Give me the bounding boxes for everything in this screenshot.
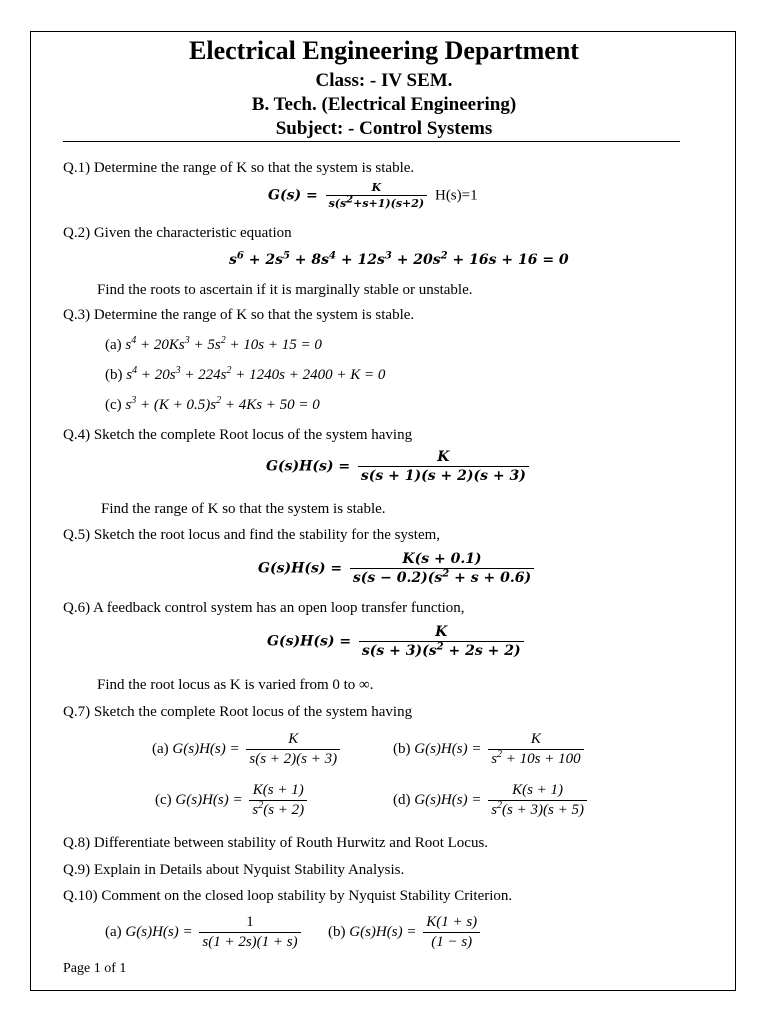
program-line: B. Tech. (Electrical Engineering): [251, 94, 517, 115]
class-line: Class: - IV SEM.: [315, 70, 453, 91]
header-rule: [63, 141, 680, 142]
question-6: Q.6) A feedback control system has an open loop transfer function,: [63, 600, 465, 616]
q7-part-a: (a) G(s)H(s) = $\frac{K}{s(s + 2)(s + 3)}$: [152, 731, 343, 768]
q2-followup: Find the roots to ascertain if it is marginally stable or unstable.: [97, 282, 473, 298]
q4-followup: Find the range of K so that the system is stable.: [101, 501, 386, 517]
q5-transfer-function: G(s)H(s) = $\frac{K(s + 0.1)}{s(s - 0.2)(s^2 + s + 0.6)}$: [258, 551, 537, 586]
question-7: Q.7) Sketch the complete Root locus of the system having: [63, 704, 413, 720]
q7-part-c: (c) G(s)H(s) = $\frac{K(s + 1)}{s^2(s + 2)}$: [155, 782, 310, 819]
question-9: Q.9) Explain in Details about Nyquist Stability Analysis.: [63, 862, 405, 878]
q7-part-d: (d) G(s)H(s) = $\frac{K(s + 1)}{s^2(s + 3)(s + 5)}$: [393, 782, 590, 819]
question-5: Q.5) Sketch the root locus and find the stability for the system,: [63, 527, 441, 543]
q6-transfer-function: G(s)H(s) = $\frac{K}{s(s + 3)(s^2 + 2s + 2)}$: [267, 624, 527, 659]
subject-line: Subject: - Control Systems: [275, 118, 493, 139]
q2-char-equation: $s^6 + 2s^5 + 8s^4 + 12s^3 + 20s^2 + 16s + 16 = 0$: [229, 250, 569, 268]
q4-transfer-function: G(s)H(s) = $\frac{K}{s(s + 1)(s + 2)(s + 3)}$: [266, 449, 532, 484]
question-2: Q.2) Given the characteristic equation: [63, 225, 292, 241]
question-4: Q.4) Sketch the complete Root locus of the system having: [63, 427, 413, 443]
q6-followup: Find the root locus as K is varied from 0 to ∞.: [97, 677, 374, 693]
q3-part-a: (a) $s^4 + 20Ks^3 + 5s^2 + 10s + 15 = 0$: [105, 335, 322, 353]
q7-part-b: (b) G(s)H(s) = $\frac{K}{s^2 + 10s + 100}$: [393, 731, 587, 768]
question-10: Q.10) Comment on the closed loop stability by Nyquist Stability Criterion.: [63, 888, 513, 904]
q10-part-b: (b) G(s)H(s) = $\frac{K(1 + s)}{(1 - s)}$: [328, 914, 483, 951]
page-number: Page 1 of 1: [63, 961, 127, 976]
q3-part-c: (c) $s^3 + (K + 0.5)s^2 + 4Ks + 50 = 0$: [105, 395, 320, 413]
question-8: Q.8) Differentiate between stability of Routh Hurwitz and Root Locus.: [63, 835, 489, 851]
department-title: Electrical Engineering Department: [189, 36, 579, 65]
q1-h-value: H(s)=1: [434, 187, 478, 204]
q10-part-a: (a) G(s)H(s) = $\frac{1}{s(1 + 2s)(1 + s)}$: [105, 914, 304, 951]
q3-part-b: (b) $s^4 + 20s^3 + 224s^2 + 1240s + 2400 + K = 0$: [105, 365, 386, 383]
q1-equation: G(s) = $\frac{K}{s(s^2+s+1)(s+2)}$ H(s)=1: [268, 181, 478, 210]
question-1: Q.1) Determine the range of K so that the system is stable.: [63, 160, 415, 176]
question-3: Q.3) Determine the range of K so that the system is stable.: [63, 307, 415, 323]
